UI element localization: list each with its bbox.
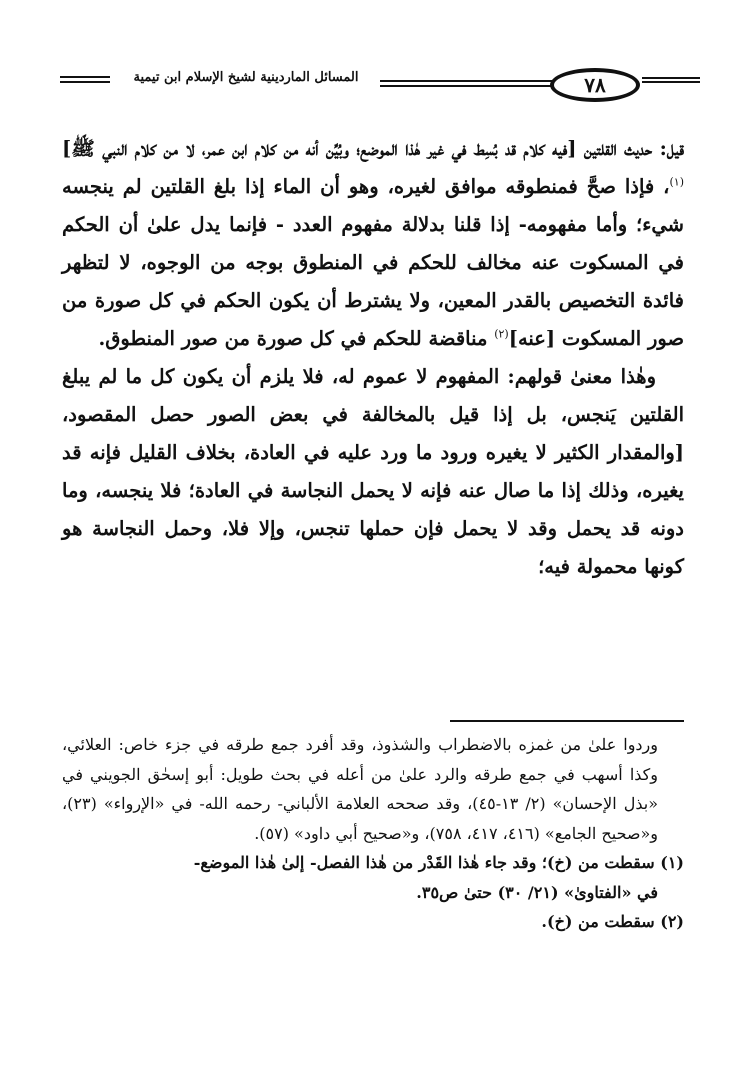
footnote-ref-2[interactable]: (٢) — [494, 327, 509, 341]
page-number-badge — [550, 68, 640, 102]
footnote-1-line-1: (١) سقطت من (خ)؛ وقد جاء هٰذا القَدْر من هٰذا الفصل- إلىٰ هٰذا الموضع- — [193, 853, 684, 872]
running-header — [60, 68, 700, 112]
footnote-2: (٢) سقطت من (خ). — [541, 912, 684, 931]
header-ornament-icon — [60, 73, 110, 87]
footnote-continuation: وردوا علىٰ من غمزه بالاضطراب والشذوذ، وقد أفرد جمع طرقه في جزء خاص: العلائي، وكذا أسهب في جمع طرقه والرد علىٰ من أعله في بحث طويل: أبو إسحٰق الجويني في «بذل الإحسان» (٢/ ١٣-٤٥)، وقد صححه العلامة الألباني- رحمه الله- في «الإرواء» (٢٣)، و«صحيح الجامع» (٤١٦، ٤١٧، ٧٥٨)، و«صحيح أبي داود» (٥٧). — [62, 735, 659, 843]
header-rule — [380, 80, 552, 82]
header-rule — [380, 85, 552, 87]
footnote-separator — [450, 720, 684, 722]
footnote-1 — [62, 848, 684, 907]
main-text — [62, 130, 684, 586]
header-rule — [642, 81, 700, 83]
header-rule — [642, 77, 700, 79]
paragraph-1-part-a: قيل: حديث القلتين [فيه كلام قد بُسِط في غير هٰذا الموضع؛ وبُيِّن أنه من كلام ابن عمر، لا من كلام النبي ﷺ] — [62, 137, 684, 160]
paragraph-1 — [62, 130, 684, 358]
paragraph-1-part-b: ، فإذا صحَّ فمنطوقه موافق لغيره، وهو أن الماء إذا بلغ القلتين لم ينجسه شيء؛ وأما مفهومه- إذا قلنا بدلالة مفهوم العدد - فإنما يدل علىٰ أن الحكم في المسكوت عنه مخالف للحكم في المنطوق بوجه من الوجوه، لا لتظهر فائدة التخصيص بالقدر المعين، ولا يشترط أن يكون الحكم في كل صورة من صور المسكوت [عنه] — [62, 175, 684, 350]
page-number: ٧٨ — [584, 73, 606, 97]
paragraph-1-part-c: مناقضة للحكم في كل صورة من صور المنطوق. — [98, 327, 495, 350]
running-header-title: المسائل الماردينية لشيخ الإسلام ابن تيمية — [133, 70, 359, 85]
footnote-ref-1[interactable]: (١) — [669, 175, 684, 189]
page-number-ornament — [380, 68, 640, 102]
paragraph-2: وهٰذا معنىٰ قولهم: المفهوم لا عموم له، فلا يلزم أن يكون كل ما لم يبلغ القلتين يَنجس، بل إذا قيل بالمخالفة في بعض الصور حصل المقصود، [والمقدار الكثير لا يغيره ورود ما ورد عليه في العادة، بخلاف القليل فإنه قد يغيره، وذلك إذا ما صال عنه فإنه لا يحمل النجاسة في العادة؛ فلا ينجسه، وما دونه قد يحمل وقد لا يحمل فإن حملها تنجس، وإلا فلا، وحمل النجاسة هو كونها محمولة فيه؛ — [62, 365, 684, 578]
footnotes — [62, 730, 684, 937]
footnote-1-line-2: في «الفتاوىٰ» (٢١/ ٣٠) حتىٰ ص٣٥. — [416, 882, 658, 902]
